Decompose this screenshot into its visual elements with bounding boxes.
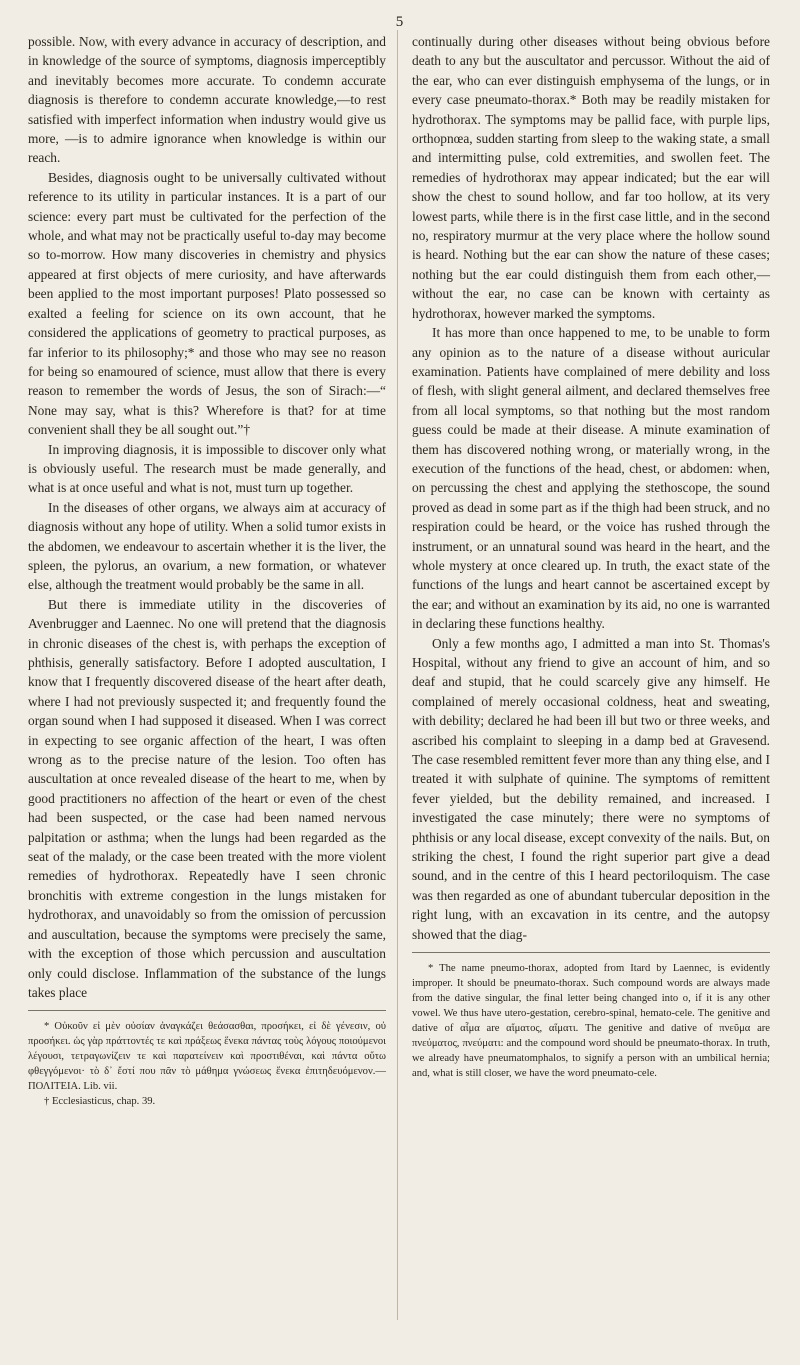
footnote-separator xyxy=(412,952,770,953)
paragraph: It has more than once happened to me, to be unable to form any opinion as to the nature of a disease without auricular examination. Patients have complained of mere debility and loss of flesh, with slight general ailment, and declared themselves free from all local symptoms, so that nothing but the most random guess could be made at their disease. A minute examination of them has discovered nothing wrong, or materially wrong, in the execution of the functions of the head, chest, or abdomen: when, on percussing the chest and applying the stethoscope, the sound proved as dead in some part as if the thigh had been struck, and no respiration could be heard, or the voice has rushed through the instrument, or an unnatural sound was heard in the heart, and the whole mystery at once cleared up. In truth, the exact state of the functions of the lungs and heart cannot be ascertained except by the ear; and without an examination by its aid, no one is warranted in declaring these functions healthy. xyxy=(412,325,770,632)
column-divider xyxy=(397,30,398,1320)
paragraph: Only a few months ago, I admitted a man into St. Thomas's Hospital, without any friend to give an account of him, and so deaf and stupid, that he could scarcely give any himself. He complained of merely occasional coldness, heat and sweating, with debility; declared he had been ill but two or three weeks, and ascribed his complaint to sleeping in a damp bed at Gravesend. The case resembled remittent fever more than any thing else, and I treated it with sulphate of quinine. The symptoms of remittent fever yielded, but the debility remained, and increased. I investigated the case minutely; there were no symptoms of phthisis or any local disease, except convexity of the nails. But, on striking the chest, I found the right superior part give a dead sound, and in the centre of this I heard pectoriloquism. The case was then regarded as one of abundant tubercular deposition in the right lung, with an excavation in its centre, and the autopsy showed that the diag- xyxy=(412,635,770,942)
footnote: * The name pneumo-thorax, adopted from Itard by Laennec, is evidently improper. It should be pneumato-thorax. Such compound words are always made from the dative singular, the final letter being changed into o, if it is any other vowel. We thus have utero-gestation, cerebro-spinal, hemato-cele. The genitive and dative of αἷμα are αἵματος, αἵματι. The genitive and dative of πνεῦμα are πνεύματος, πνεύματι: and the compound word should be pneumato-thorax. In truth, we already have pneumatomphalos, to signify a person with an umbilical hernia; and, what is still closer, we have the word pneumato-cele. xyxy=(412,963,770,1080)
footnotes xyxy=(28,1019,386,1109)
footnote: * Οὐκοῦν εἰ μὲν οὐσίαν ἀναγκάζει θεάσασθαι, προσήκει, εἰ δὲ γένεσιν, οὐ προσήκει. ὡς γὰρ πράττοντές τε καὶ πράξεως ἕνεκα πάντας τοὺς λόγους ποιούμενοι λέγουσι, τετραγωνίζειν τε καὶ παρατείνειν καὶ προστιθέναι, καὶ πάντα οὕτω φθεγγόμενοι· τὸ δ᾽ ἔστί που πᾶν τὸ μάθημα γνώσεως ἕνεκα ἐπιτηδευόμενον.—ΠΟΛΙΤΕΙΑ. Lib. vii. xyxy=(28,1021,386,1093)
page-number: 5 xyxy=(395,14,405,30)
footnote: † Ecclesiasticus, chap. 39. xyxy=(44,1096,156,1108)
left-column xyxy=(28,32,386,1109)
paragraph: But there is immediate utility in the discoveries of Avenbrugger and Laennec. No one will pretend that the diagnosis in chronic diseases of the chest is, with perhaps the exception of phthisis, generally satisfactory. Before I adopted auscultation, I know that I frequently discovered disease of the heart after death, where I had not previously suspected it; and frequently found the organ sound when I had supposed it diseased. When I was correct in expecting to see organic affection of the heart, I was often wrong as to the precise nature of the lesion. Too often has auscultation at once revealed disease of the heart to me, when by good practitioners no affection of the heart or even of the chest had been suspected, or the case had been named nervous palpitation or asthma; when the lungs had been regarded as the seat of the malady, or the case been treated with the more violent remedies of hydrothorax. Repeatedly have I seen chronic bronchitis with extreme congestion in the lungs mistaken for hydrothorax, and unavoidably so from the omission of percussion and auscultation, because the symptoms were precisely the same, with the exception of those which percussion and auscultation only could disclose. Inflammation of the substance of the lungs takes place xyxy=(28,596,386,1000)
paragraph: In improving diagnosis, it is impossible to discover only what is obviously useful. The research must be made generally, and what is at once useful and what is not, must turn up together. xyxy=(28,441,386,496)
paragraph: possible. Now, with every advance in accuracy of description, and in knowledge of the source of symptoms, diagnosis imperceptibly and inevitably becomes more accurate. To condemn accurate diagnosis is therefore to condemn accurate knowledge,—to rest satisfied with imperfect information when industry would give us more, —is to admire ignorance when knowledge is within our reach. xyxy=(28,34,386,166)
right-column xyxy=(412,32,770,1081)
paragraph: Besides, diagnosis ought to be universally cultivated without reference to its utility in particular instances. It is a part of our science: every part must be cultivated for the perfection of the whole, and what may not be practically useful to-day may become so to-morrow. How many discoveries in chemistry and physics appeared at first objects of mere curiosity, and have afterwards been applied to the most important purposes! Plato possessed so exalted a feeling for science on its own account, that he considered the applications of geometry to practical purposes, as far inferior to its philosophy;* and those who may see no reason for being so enamoured of science, must allow that there is every reason to remember the words of Jesus, the son of Sirach:—“ None may say, what is this? Wherefore is that? for at time convenient shall they be all sought out.”† xyxy=(28,169,386,438)
footnote-separator xyxy=(28,1010,386,1011)
paragraph: In the diseases of other organs, we always aim at accuracy of diagnosis without any hope of utility. When a solid tumor exists in the abdomen, we endeavour to ascertain whether it is the liver, the spleen, the pylorus, an ovarium, a new formation, or whatever else, although the treatment would probably be the same in all. xyxy=(28,499,386,593)
paragraph: continually during other diseases without being obvious before death to any but the auscultator and percussor. Without the aid of the ear, who can ever distinguish emphysema of the lungs, or in every case pneumato-thorax.* Both may be readily mistaken for hydrothorax. The symptoms may be pallid face, with purple lips, orthopnœa, sudden starting from sleep to the waking state, a small and intermitting pulse, cold extremities, and swollen feet. The remedies of hydrothorax may appear indicated; but the ear will show the chest to sound hollow, and far too hollow, at its very lowest parts, while there is in the first case little, and in the second no, respiratory murmur at the very place where the hollow sound is heard. Nothing but the ear can show the nature of these cases; nothing but the ear could distinguish them from each other,—without the ear, no case can be known with certainty as hydrothorax, however marked the symptoms. xyxy=(412,34,770,321)
footnotes xyxy=(412,961,770,1081)
